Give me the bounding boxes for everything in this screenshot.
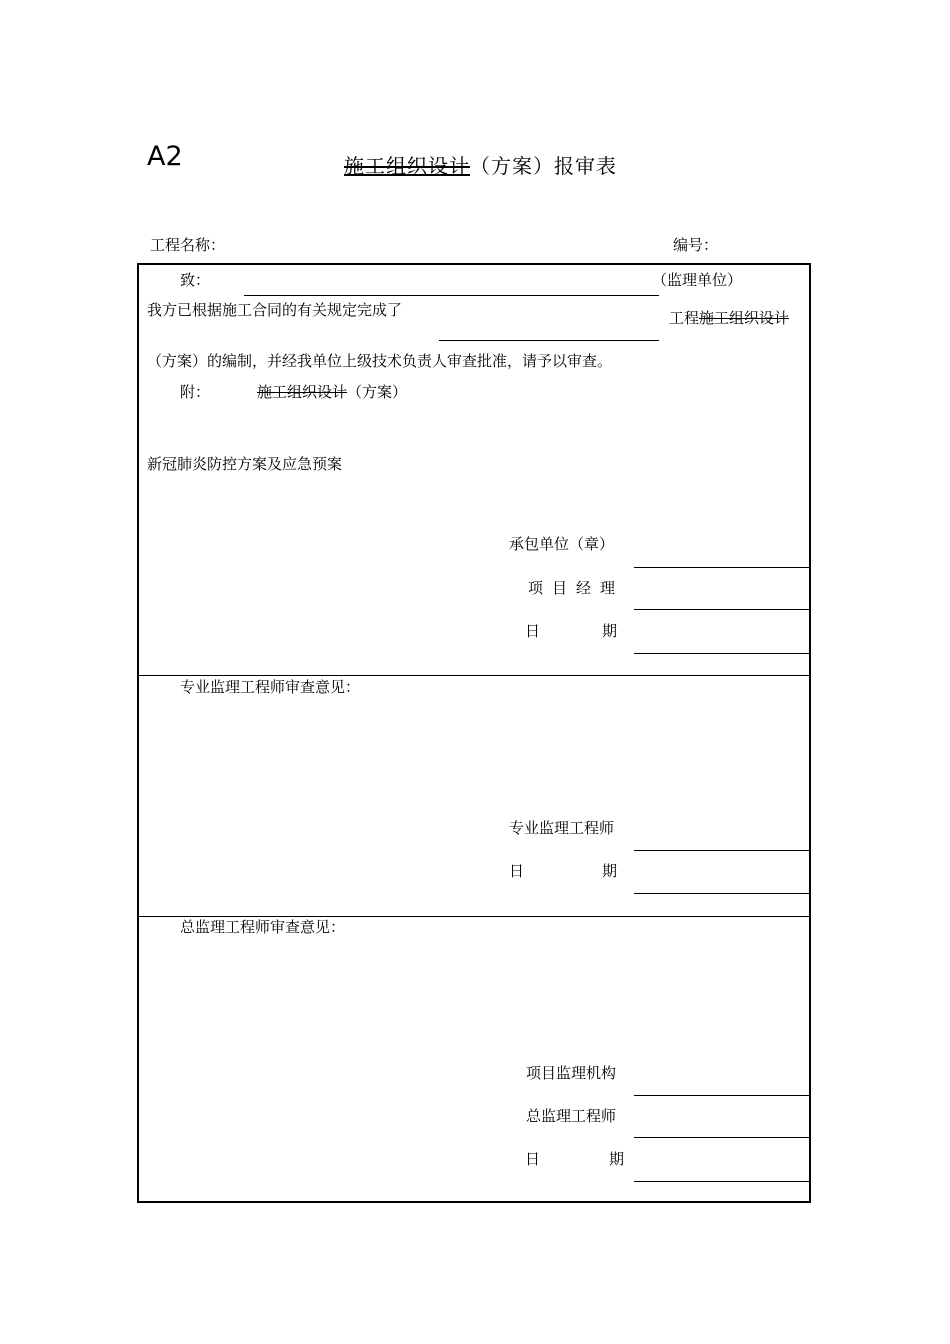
body-line-1-right [669,311,789,326]
specialist-date-line[interactable] [634,893,811,894]
body-line-1-right-struck: 施工组织设计 [699,309,790,327]
specialist-signature-line[interactable] [634,850,811,851]
attach-text [257,385,407,400]
contractor-signature-line[interactable] [634,567,811,568]
body-line-2: （方案）的编制，并经我单位上级技术负责人审查批准，请予以审查。 [147,352,613,370]
chief-signer-label: 总监理工程师 [526,1107,617,1125]
specialist-review-heading: 专业监理工程师审查意见： [180,678,361,696]
supervision-org-label: 项目监理机构 [526,1064,617,1082]
to-blank-line[interactable] [244,295,659,296]
date-char-1: 日 [509,862,525,880]
form-code: A2 [147,141,183,172]
pm-signature-line[interactable] [634,609,811,610]
body-line-1-right-prefix: 工程 [669,309,700,327]
date-char-2: 期 [601,862,617,880]
chief-date-line[interactable] [634,1181,811,1182]
to-label: 致： [180,271,211,289]
date-char-2: 期 [608,1150,624,1168]
project-blank-line[interactable] [439,340,659,341]
form-title [344,156,617,176]
project-name-label: 工程名称： [150,236,226,254]
attach-label: 附： [180,383,211,401]
pm-label: 项目经理 [528,579,625,597]
date-char-1: 日 [525,1150,541,1168]
specialist-signer-label: 专业监理工程师 [509,819,615,837]
date-char-2: 期 [601,622,617,640]
date-char-1: 日 [525,622,541,640]
attach-rest: （方案） [347,383,408,401]
form-title-struck: 施工组织设计 [344,154,470,178]
section-divider-1 [137,675,811,676]
chief-signature-line[interactable] [634,1137,811,1138]
contractor-label: 承包单位（章） [509,535,615,553]
chief-review-heading: 总监理工程师审查意见： [180,918,346,936]
attach-struck: 施工组织设计 [257,383,348,401]
section-divider-2 [137,916,811,917]
contractor-date-line[interactable] [634,653,811,654]
attachment-title: 新冠肺炎防控方案及应急预案 [147,455,343,473]
body-line-1: 我方已根据施工合同的有关规定完成了 [147,301,403,319]
form-table [137,263,811,1203]
number-label: 编号： [673,236,719,254]
supervision-org-line[interactable] [634,1095,811,1096]
form-title-rest: （方案）报审表 [470,154,617,178]
supervisor-unit-label: （监理单位） [652,271,743,289]
